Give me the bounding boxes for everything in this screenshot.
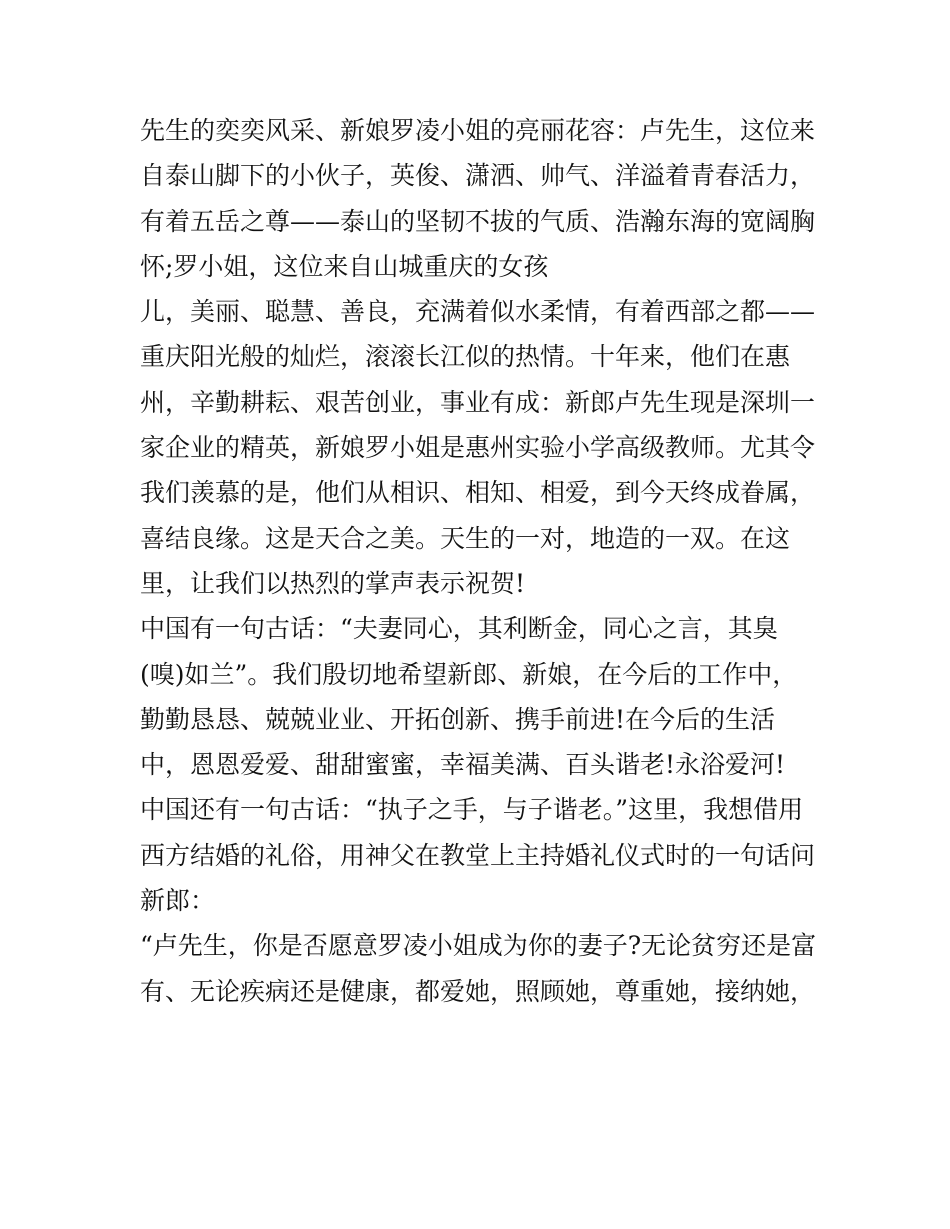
text-line: 勤勤恳恳、兢兢业业、开拓创新、携手前进!在今后的生活 xyxy=(140,704,776,734)
text-line: 新郎： xyxy=(140,886,216,916)
text-line: 先生的奕奕风采、新娘罗凌小姐的亮丽花容：卢先生，这位来 xyxy=(140,116,816,145)
text-line: 重庆阳光般的灿烂，滚滚长江似的热情。十年来，他们在惠 xyxy=(140,342,791,372)
text-line: 中，恩恩爱爱、甜甜蜜蜜，幸福美满、百头谐老!永浴爱河! xyxy=(140,750,786,780)
text-line: 家企业的精英，新娘罗小姐是惠州实验小学高级教师。尤其令 xyxy=(140,433,816,463)
text-line: 我们羡慕的是，他们从相识、相知、相爱，到今天终成眷属， xyxy=(140,478,816,508)
text-line: (嗅)如兰”。我们殷切地希望新郎、新娘，在今后的工作中， xyxy=(140,659,798,689)
text-line: 西方结婚的礼俗，用神父在教堂上主持婚礼仪式时的一句话问 xyxy=(140,840,816,870)
text-line: 怀;罗小姐，这位来自山城重庆的女孩 xyxy=(140,251,549,281)
text-line: 有着五岳之尊——泰山的坚韧不拔的气质、浩瀚东海的宽阔胸 xyxy=(140,206,816,236)
text-line: 儿，美丽、聪慧、善良，充满着似水柔情，有着西部之都—— xyxy=(140,297,816,327)
text-line: 州，辛勤耕耘、艰苦创业，事业有成：新郎卢先生现是深圳一 xyxy=(140,387,816,417)
text-line: 中国还有一句古话：“执子之手，与子谐老。”这里，我想借用 xyxy=(140,795,804,825)
text-line: 喜结良缘。这是天合之美。天生的一对，地造的一双。在这 xyxy=(140,523,791,553)
text-line: 自泰山脚下的小伙子，英俊、潇洒、帅气、洋溢着青春活力， xyxy=(140,161,816,191)
text-line: 中国有一句古话：“夫妻同心，其利断金，同心之言，其臭 xyxy=(140,614,778,644)
text-line: 里，让我们以热烈的掌声表示祝贺! xyxy=(140,568,526,598)
body-text xyxy=(140,108,830,1014)
text-line: “卢先生，你是否愿意罗凌小姐成为你的妻子?无论贫穷还是富 xyxy=(140,931,817,961)
text-line: 有、无论疾病还是健康，都爱她，照顾她，尊重她，接纳她， xyxy=(140,976,816,1006)
